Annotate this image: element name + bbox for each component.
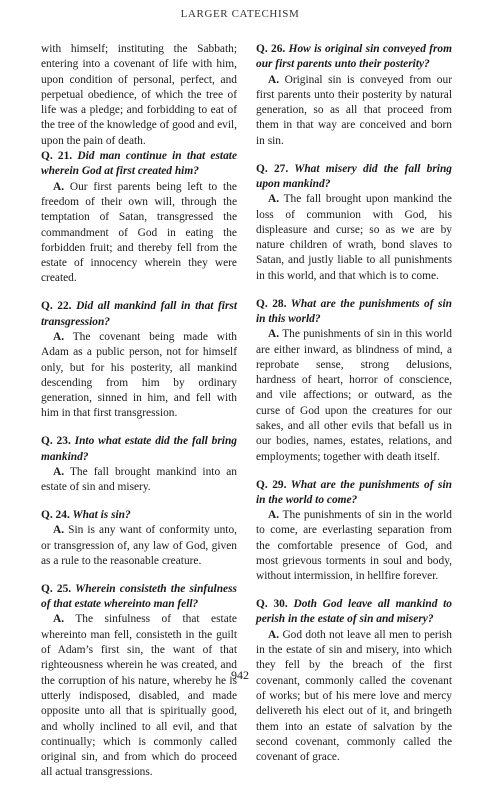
question-text: Did man continue in that estate wherein God at first created him?	[41, 150, 237, 178]
question-number: Q. 30.	[256, 598, 288, 611]
question-number: Q. 25.	[41, 582, 72, 595]
answer-text: The punishments of sin in the world to come, are everlasting separation from the comfortable presence of God, and most grievous torments in soul and body, without intermission, in hellfire forever.	[256, 509, 452, 583]
question	[256, 162, 452, 193]
answer-label: A.	[53, 330, 65, 343]
answer	[41, 523, 237, 569]
qa-block-21	[41, 149, 237, 287]
question	[41, 434, 237, 465]
question	[41, 149, 237, 180]
answer-text: The sinfulness of that estate whereinto man fell, consisteth in the guilt of Adam’s first sin, the want of that righteousness wherein he was created, and the corruption of his nature, whereby he is utterly indisposed, disabled, and made opposite unto all that is spiritually good, and wholly inclined to all evil, and that continually; which is commonly called original sin, and from which do proceed all actual transgressions.	[41, 613, 237, 779]
answer	[41, 180, 237, 287]
answer-label: A.	[53, 613, 65, 626]
answer-label: A.	[268, 73, 280, 86]
question-text: What misery did the fall bring upon mankind?	[256, 162, 452, 190]
answer-label: A.	[53, 465, 65, 478]
question-text: Into what estate did the fall bring mankind?	[41, 435, 237, 463]
page-number: 942	[231, 668, 249, 682]
answer	[256, 327, 452, 465]
answer-label: A.	[268, 628, 280, 641]
answer	[41, 612, 237, 780]
answer-text: Sin is any want of conformity unto, or transgression of, any law of God, given as a rule to the reasonable creature.	[41, 524, 237, 567]
question	[41, 299, 237, 330]
question-number: Q. 29.	[256, 478, 287, 491]
question-text: Wherein consisteth the sinfulness of that estate whereinto man fell?	[41, 582, 237, 611]
answer-label: A.	[268, 328, 280, 341]
qa-block-27	[256, 162, 452, 284]
answer	[256, 508, 452, 584]
question-number: Q. 26.	[256, 43, 286, 55]
answer-text: Our first parents being left to the freedom of their own will, through the temptation of Satan, transgressed the commandment of God in eating the forbidden fruit; and thereby fell from the estate of innocency wherein they were created.	[41, 180, 237, 285]
answer-text: The punishments of sin in this world are either inward, as blindness of mind, a reprobate sense, strong delusions, hardness of heart, horror of conscience, and vile affections; or outward, as the curse of God upon the creatures for our sakes, and all other evils that befall us in our bodies, names, estates, relations, and employments; together with death itself.	[256, 328, 452, 463]
question-number: Q. 22.	[41, 300, 72, 313]
answer-text: Original sin is conveyed from our first parents unto their posterity by natural generation, so as all that proceed from them in that way are conceived and born in sin.	[256, 73, 452, 147]
question-number: Q. 24.	[41, 509, 70, 522]
question	[256, 297, 452, 328]
question-text: What are the punishments of sin in the world to come?	[256, 478, 452, 506]
continuation-paragraph: with himself; instituting the Sabbath; entering into a covenant of life with him, upon condition of personal, perfect, and perpetual obedience, of which the tree of life was a pledge; and forbidding to eat of the tree of the knowledge of good and evil, upon the pain of death.	[41, 43, 237, 147]
answer	[256, 73, 452, 149]
qa-block-22	[41, 299, 237, 421]
qa-block-23	[41, 434, 237, 495]
qa-block-29	[256, 478, 452, 585]
question-text: Doth God leave all mankind to perish in the estate of sin and misery?	[256, 598, 453, 626]
question	[256, 597, 452, 628]
answer-label: A.	[268, 193, 280, 206]
question-number: Q. 27.	[256, 162, 289, 175]
answer	[41, 330, 237, 422]
running-head: LARGER CATECHISM	[180, 8, 300, 20]
question-number: Q. 23.	[41, 435, 71, 448]
answer-text: The covenant being made with Adam as a public person, not for himself only, but for his posterity, all mankind descending from him by ordinary generation, sinned in him, and fell with him in that first transgression.	[41, 330, 237, 420]
qa-block-26	[256, 42, 452, 149]
question	[41, 582, 237, 613]
answer-text: The fall brought mankind into an estate of sin and misery.	[41, 465, 237, 494]
answer	[256, 628, 452, 766]
answer-label: A.	[53, 180, 65, 193]
qa-block-28	[256, 297, 452, 465]
question-text: What are the punishments of sin in this world?	[256, 297, 452, 325]
answer-label: A.	[53, 524, 65, 537]
answer-text: God doth not leave all men to perish in the estate of sin and misery, into which they fell by the breach of the first covenant, commonly called the covenant of works; but of his mere love and mercy delivereth his elect out of it, and bringeth them into an estate of salvation by the second covenant, commonly called the covenant of grace.	[256, 628, 453, 764]
answer	[256, 192, 452, 284]
qa-block-24	[41, 508, 237, 569]
question-number: Q. 21.	[41, 150, 73, 163]
answer	[41, 465, 237, 496]
question-text: How is original sin conveyed from our first parents unto their posterity?	[256, 43, 452, 71]
question-text: What is sin?	[72, 509, 131, 522]
question	[256, 42, 452, 73]
question	[41, 508, 237, 523]
question-number: Q. 28.	[256, 297, 287, 310]
question-text: Did all mankind fall in that first transgression?	[41, 300, 237, 328]
answer-label: A.	[268, 509, 280, 522]
question	[256, 478, 452, 509]
answer-text: The fall brought upon mankind the loss of communion with God, his displeasure and curse; so as we are by nature children of wrath, bond slaves to Satan, and justly liable to all punishments in this world, and that which is to come.	[256, 193, 452, 282]
